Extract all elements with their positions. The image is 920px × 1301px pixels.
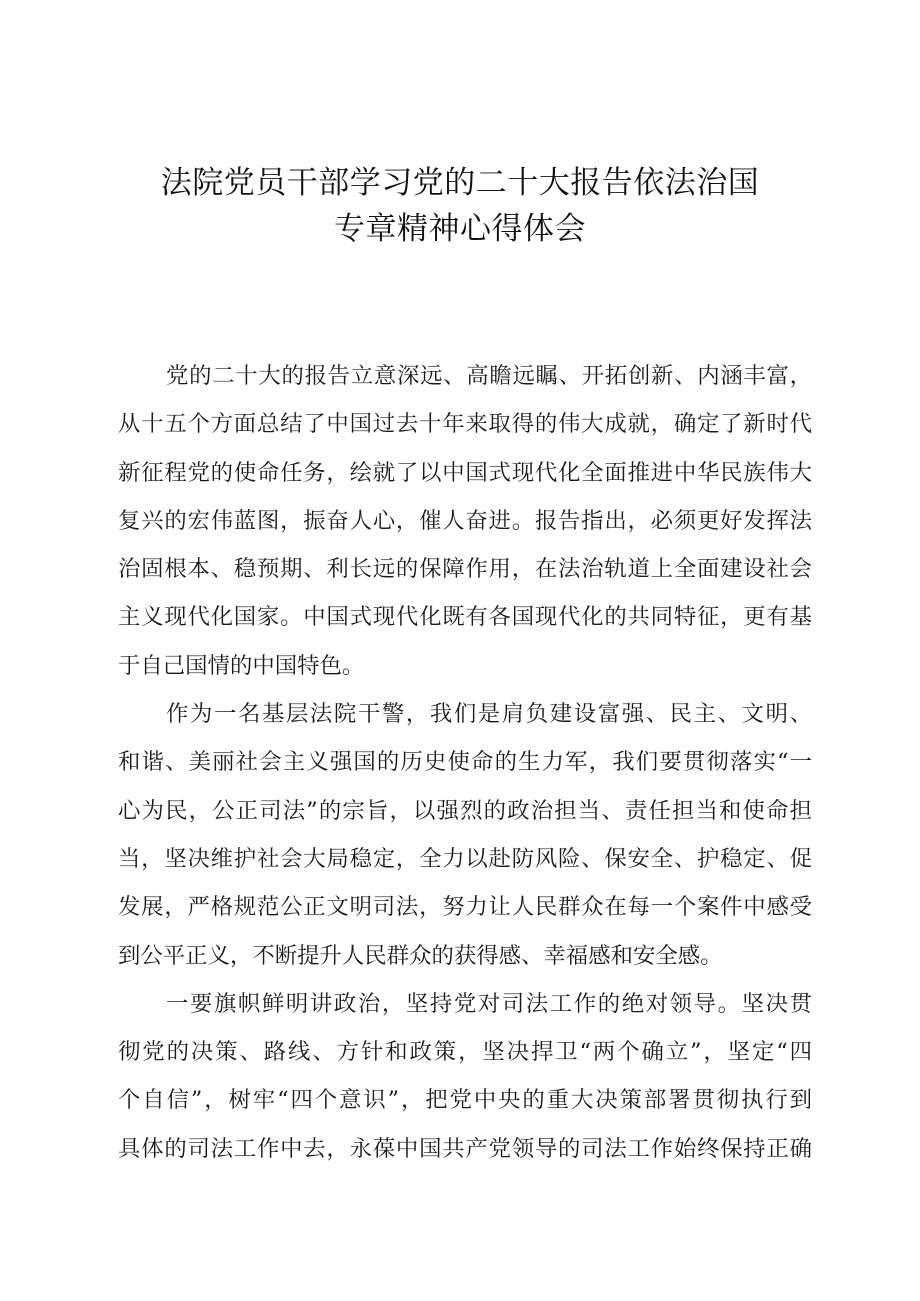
paragraph-line: 到公平正义，不断提升人民群众的获得感、幸福感和安全感。 xyxy=(118,942,723,969)
title-line: 专章精神心得体会 xyxy=(334,211,586,247)
paragraph-line: 于自己国情的中国特色。 xyxy=(118,652,365,679)
paragraph-line: 心为民，公正司法”的宗旨，以强烈的政治担当、责任担当和使命担 xyxy=(118,797,812,824)
paragraph-line: 党的二十大的报告立意深远、高瞻远瞩、开拓创新、内涵丰富， xyxy=(166,363,812,389)
paragraph xyxy=(118,690,812,980)
paragraph-line: 治固根本、稳预期、利长远的保障作用，在法治轨道上全面建设社会 xyxy=(118,556,812,583)
paragraph xyxy=(118,980,812,1173)
title-line: 法院党员干部学习党的二十大报告依法治国 xyxy=(160,165,760,201)
paragraph-line: 主义现代化国家。中国式现代化既有各国现代化的共同特征，更有基 xyxy=(118,604,812,631)
paragraph-line: 复兴的宏伟蓝图，振奋人心，催人奋进。报告指出，必须更好发挥法 xyxy=(118,507,812,534)
paragraph-line: 和谐、美丽社会主义强国的历史使命的生力军，我们要贯彻落实“一 xyxy=(118,749,812,776)
paragraph-line: 作为一名基层法院干警，我们是肩负建设富强、民主、文明、 xyxy=(166,701,812,728)
paragraph-line: 彻党的决策、路线、方针和政策，坚决捍卫“两个确立”，坚定“四 xyxy=(118,1039,812,1066)
paragraph-line: 个自信”，树牢“四个意识”，把党中央的重大决策部署贯彻执行到 xyxy=(118,1087,812,1114)
document-body xyxy=(118,352,812,1173)
paragraph-line: 从十五个方面总结了中国过去十年来取得的伟大成就，确定了新时代 xyxy=(118,411,812,438)
paragraph-line: 发展，严格规范公正文明司法，努力让人民群众在每一个案件中感受 xyxy=(118,894,812,921)
paragraph-line: 具体的司法工作中去，永葆中国共产党领导的司法工作始终保持正确 xyxy=(118,1135,812,1162)
paragraph-line: 当，坚决维护社会大局稳定，全力以赴防风险、保安全、护稳定、促 xyxy=(118,845,812,872)
paragraph-line: 新征程党的使命任务，绘就了以中国式现代化全面推进中华民族伟大 xyxy=(118,459,812,486)
document-title xyxy=(110,160,810,252)
paragraph-line: 一要旗帜鲜明讲政治，坚持党对司法工作的绝对领导。坚决贯 xyxy=(166,990,812,1017)
paragraph xyxy=(118,352,812,690)
